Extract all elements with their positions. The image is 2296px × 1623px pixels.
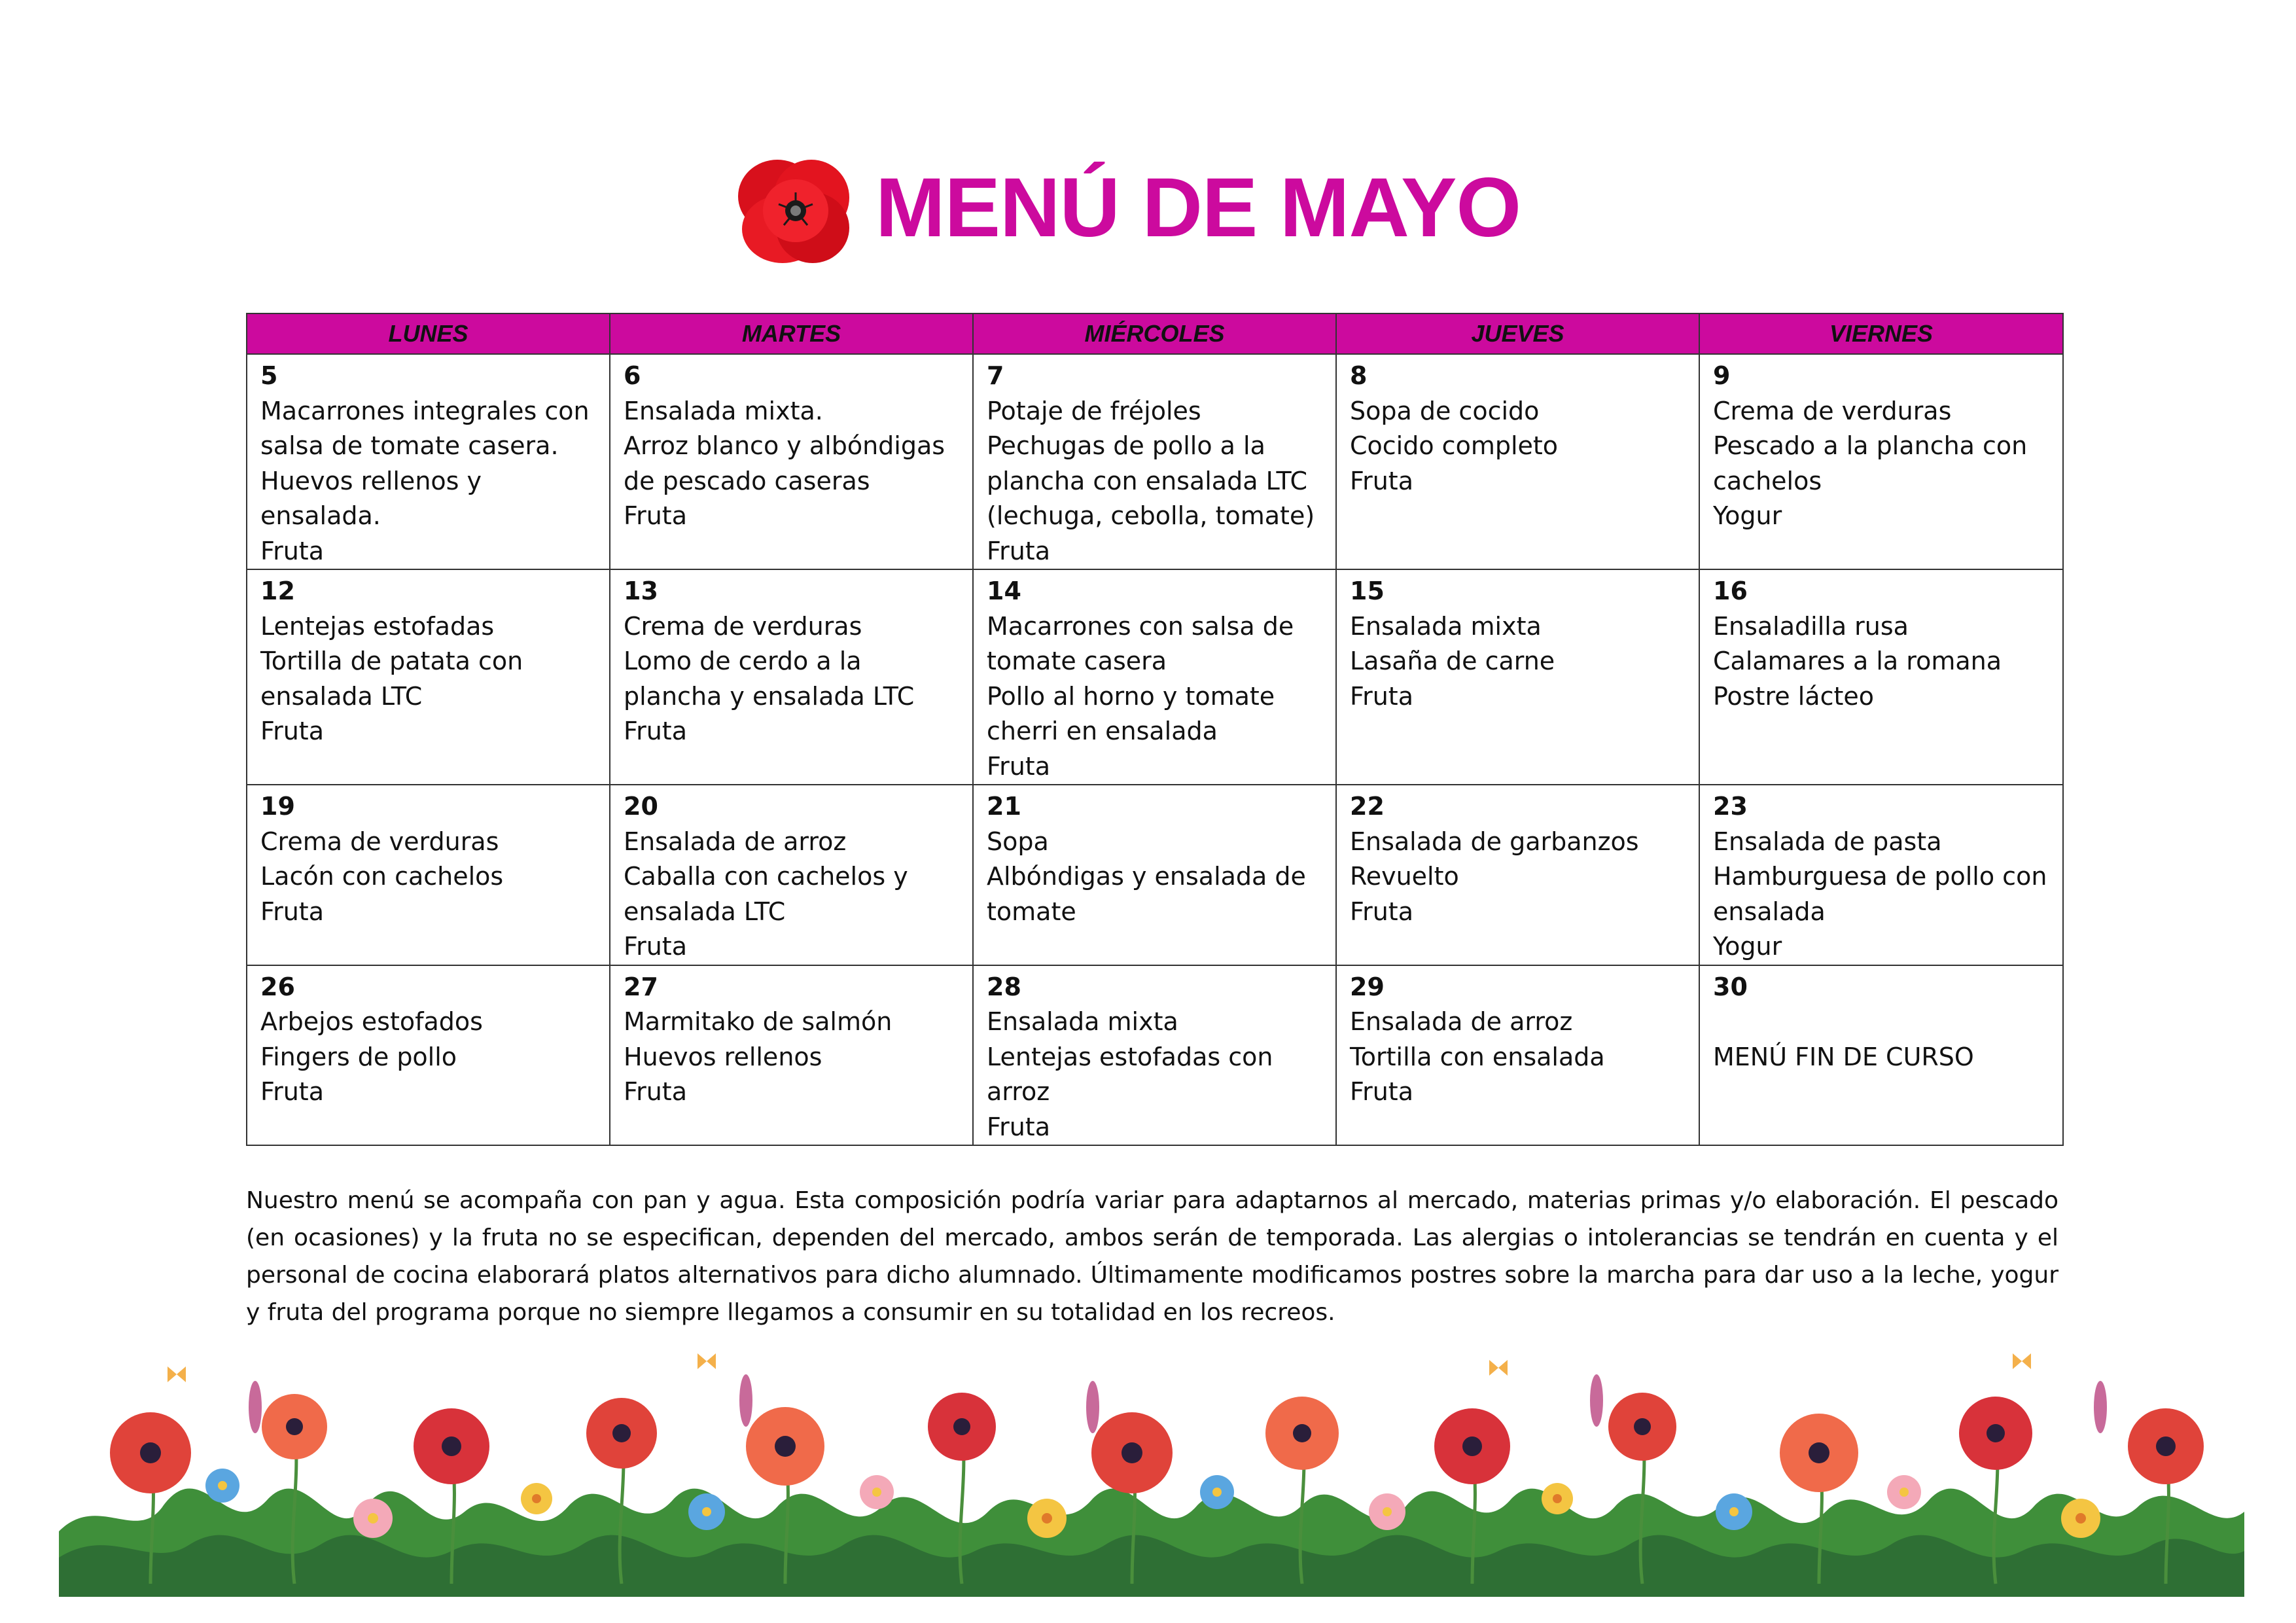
day-number: 15 — [1350, 577, 1385, 605]
wildflower-border — [59, 1335, 2244, 1597]
dish-line: Yogur — [1713, 501, 1782, 530]
dish-line: Pollo al horno y tomate cherri en ensalada — [987, 681, 1275, 745]
dish-line: Lentejas estofadas — [260, 611, 495, 641]
day-cell — [610, 965, 973, 1146]
dish-line: Caballa con cachelos y ensalada LTC — [624, 862, 908, 926]
day-cell — [610, 569, 973, 785]
poppies — [110, 1393, 2204, 1493]
week-row — [247, 785, 2063, 965]
day-number: 20 — [624, 792, 658, 821]
dish-line: Yogur — [1713, 932, 1782, 961]
dish-line: Fruta — [624, 932, 687, 961]
weekday-header-row — [247, 313, 2063, 354]
day-number: 21 — [987, 792, 1021, 821]
dish-line: Fruta — [624, 1077, 687, 1106]
week-row — [247, 965, 2063, 1146]
dish-line: Calamares a la romana — [1713, 647, 2002, 675]
page-title: MENÚ DE MAYO — [875, 160, 1521, 255]
blank-line — [1713, 1005, 2049, 1040]
dish-line: Fruta — [987, 536, 1050, 565]
dish-line: Arbejos estofados — [260, 1007, 483, 1036]
dish-line: Hamburguesa de pollo con ensalada — [1713, 862, 2047, 926]
day-cell — [1336, 965, 1699, 1146]
dish-line: Fruta — [1350, 1077, 1413, 1106]
dish-line: Lasaña de carne — [1350, 647, 1555, 675]
weekday-header: MARTES — [610, 313, 973, 354]
dish-line: Crema de verduras — [624, 611, 862, 641]
dish-line: Postre lácteo — [1713, 681, 1875, 711]
poppy-flower-icon — [732, 145, 856, 270]
dish-line: Potaje de fréjoles — [987, 396, 1201, 425]
day-number: 16 — [1713, 577, 1748, 605]
dish-line: Revuelto — [1350, 862, 1459, 891]
dish-line: Fruta — [260, 1077, 324, 1106]
dish-line: Ensalada mixta — [1350, 611, 1542, 641]
menu-table — [246, 313, 2064, 1146]
dish-line: Huevos rellenos — [624, 1042, 822, 1071]
day-cell — [1699, 965, 2063, 1146]
dish-line: MENÚ FIN DE CURSO — [1713, 1042, 1974, 1071]
day-cell — [610, 354, 973, 569]
day-number: 26 — [260, 972, 295, 1001]
dish-line: Lacón con cachelos — [260, 862, 504, 891]
dish-line: Macarrones con salsa de tomate casera — [987, 611, 1294, 675]
day-cell — [247, 354, 610, 569]
week-row — [247, 354, 2063, 569]
day-cell — [1699, 354, 2063, 569]
dish-line: Pescado a la plancha con cachelos — [1713, 431, 2028, 495]
dish-line: Lentejas estofadas con arroz — [987, 1042, 1273, 1106]
day-number: 29 — [1350, 972, 1385, 1001]
dish-line: Fruta — [987, 1112, 1050, 1141]
page-header — [732, 145, 1521, 270]
dish-line: Ensalada mixta — [987, 1007, 1178, 1036]
dish-line: Fruta — [260, 897, 324, 926]
weekday-header: LUNES — [247, 313, 610, 354]
dish-line: Ensalada de pasta — [1713, 827, 1942, 856]
dish-line: Fruta — [624, 717, 687, 745]
dish-line: Tortilla con ensalada — [1350, 1042, 1605, 1071]
dish-line: Fruta — [1350, 897, 1413, 926]
day-cell — [973, 965, 1336, 1146]
dish-line: Tortilla de patata con ensalada LTC — [260, 647, 523, 711]
day-cell — [610, 785, 973, 965]
day-cell — [247, 569, 610, 785]
day-cell — [973, 569, 1336, 785]
day-cell — [1336, 785, 1699, 965]
day-number: 7 — [987, 361, 1004, 390]
day-number: 28 — [987, 972, 1021, 1001]
dish-line: Ensalada mixta. — [624, 396, 823, 425]
day-number: 27 — [624, 972, 658, 1001]
dish-line: Pechugas de pollo a la plancha con ensalada LTC (lechuga, cebolla, tomate) — [987, 431, 1315, 530]
weekday-header: MIÉRCOLES — [973, 313, 1336, 354]
day-cell — [973, 354, 1336, 569]
dish-line: Lomo de cerdo a la plancha y ensalada LTC — [624, 647, 915, 711]
dish-line: Marmitako de salmón — [624, 1007, 892, 1036]
day-number: 5 — [260, 361, 278, 390]
day-number: 12 — [260, 577, 295, 605]
day-cell — [1336, 569, 1699, 785]
dish-line: Cocido completo — [1350, 431, 1559, 460]
day-cell — [247, 785, 610, 965]
day-cell — [1699, 569, 2063, 785]
day-number: 9 — [1713, 361, 1731, 390]
dish-line: Arroz blanco y albóndigas de pescado caseras — [624, 431, 945, 495]
day-cell — [973, 785, 1336, 965]
day-cell — [1336, 354, 1699, 569]
day-number: 8 — [1350, 361, 1368, 390]
day-number: 30 — [1713, 972, 1748, 1001]
dish-line: Crema de verduras — [1713, 396, 1952, 425]
day-number: 6 — [624, 361, 641, 390]
day-cell — [1699, 785, 2063, 965]
dish-line: Ensalada de arroz — [624, 827, 847, 856]
day-number: 14 — [987, 577, 1021, 605]
menu-footnote: Nuestro menú se acompaña con pan y agua. Esta composición podría variar para adaptarnos al mercado, materias primas y/o elaboración. El pescado (en ocasiones) y la fruta no se especifican, dependen del mercado, ambos serán de temporada. Las alergias o intolerancias se tendrán en cuenta y el personal de cocina elaborará platos alternativos para dicho alumnado. Últimamente modificamos postres sobre la marcha para dar uso a la leche, yogur y fruta del programa porque no siempre llegamos a consumir en su totalidad en los recreos. — [246, 1187, 2058, 1326]
dish-line: Sopa de cocido — [1350, 396, 1540, 425]
dish-line: Ensalada de garbanzos — [1350, 827, 1639, 856]
dish-line: Fingers de pollo — [260, 1042, 457, 1071]
dish-line: Fruta — [1350, 681, 1413, 711]
day-number: 23 — [1713, 792, 1748, 821]
day-number: 19 — [260, 792, 295, 821]
weekday-header: VIERNES — [1699, 313, 2063, 354]
day-cell — [247, 965, 610, 1146]
dish-line: Fruta — [1350, 466, 1413, 495]
dish-line: Ensaladilla rusa — [1713, 611, 1909, 641]
dish-line: Crema de verduras — [260, 827, 499, 856]
dish-line: Fruta — [624, 501, 687, 530]
dish-line: Macarrones integrales con salsa de tomate casera. — [260, 396, 590, 460]
weekday-header: JUEVES — [1336, 313, 1699, 354]
dish-line: Huevos rellenos y ensalada. — [260, 466, 482, 530]
dish-line: Ensalada de arroz — [1350, 1007, 1573, 1036]
dish-line: Sopa — [987, 827, 1049, 856]
dish-line: Fruta — [987, 751, 1050, 781]
dish-line: Albóndigas y ensalada de tomate — [987, 862, 1306, 926]
dish-line: Fruta — [260, 717, 324, 745]
day-number: 22 — [1350, 792, 1385, 821]
dish-line: Fruta — [260, 536, 324, 565]
week-row — [247, 569, 2063, 785]
day-number: 13 — [624, 577, 658, 605]
butterflies — [168, 1353, 2031, 1382]
